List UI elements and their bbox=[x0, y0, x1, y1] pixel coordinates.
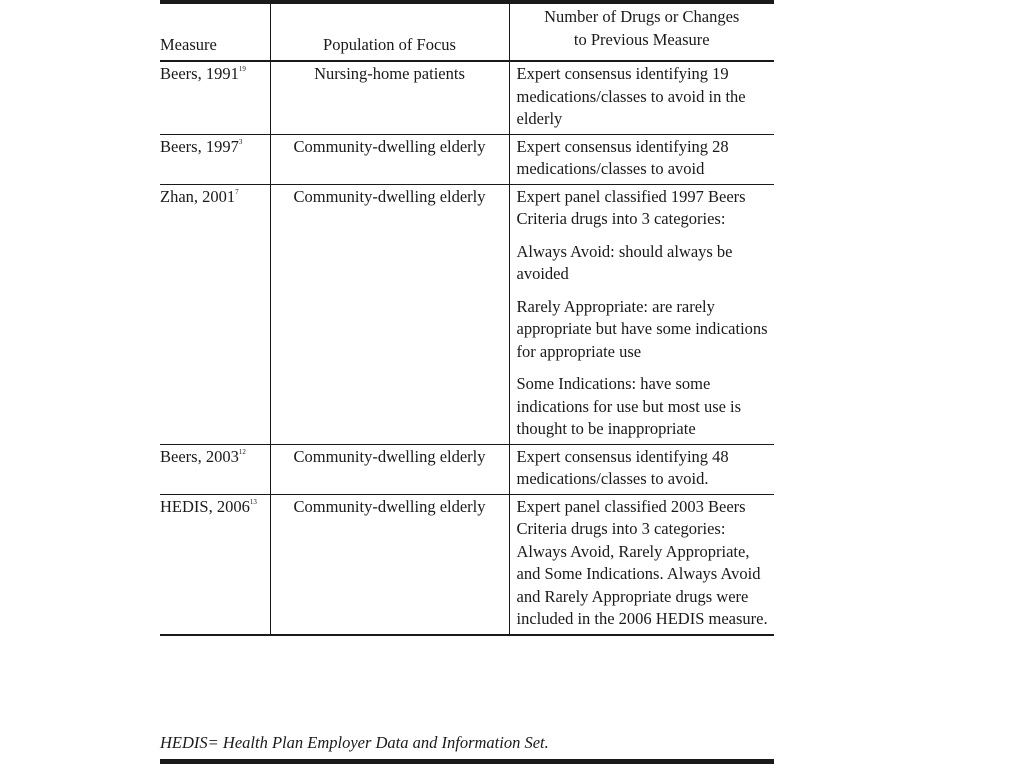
description-paragraph: Expert panel classified 1997 Beers Criteria drugs into 3 categories: bbox=[516, 186, 746, 228]
description-paragraph: Expert consensus identifying 48 medications/classes to avoid. bbox=[516, 446, 729, 488]
measure-cell bbox=[160, 134, 270, 184]
description-paragraph: Rarely Appropriate: are rarely appropriate but have some indications for appropriate use bbox=[516, 296, 768, 361]
measures-table bbox=[160, 4, 774, 636]
description-cell bbox=[509, 444, 774, 494]
header-changes bbox=[509, 4, 774, 61]
reference-number: 12 bbox=[238, 447, 246, 456]
header-measure: Measure bbox=[160, 4, 270, 61]
table-footnote: HEDIS= Health Plan Employer Data and Information Set. bbox=[160, 733, 549, 752]
table-row bbox=[160, 134, 774, 184]
population-cell: Community-dwelling elderly bbox=[270, 184, 509, 444]
description-paragraph: Some Indications: have some indications for use but most use is thought to be inappropriate bbox=[516, 374, 742, 438]
population-cell: Community-dwelling elderly bbox=[270, 134, 509, 184]
measure-name: Beers, 1997 bbox=[160, 136, 239, 156]
measure-name: HEDIS, 2006 bbox=[160, 496, 250, 516]
header-changes-line1: Number of Drugs or Changes bbox=[544, 7, 740, 26]
measure-cell bbox=[160, 444, 270, 494]
table-bottom-rule bbox=[160, 759, 774, 764]
description-cell bbox=[509, 184, 774, 444]
description-paragraph: Always Avoid: should always be avoided bbox=[516, 241, 733, 283]
description-cell bbox=[509, 61, 774, 134]
table-body bbox=[160, 61, 774, 635]
description-paragraph: Expert consensus identifying 28 medications/classes to avoid bbox=[516, 136, 729, 178]
measure-name: Zhan, 2001 bbox=[160, 186, 236, 206]
table-row bbox=[160, 494, 774, 635]
measure-cell bbox=[160, 494, 270, 635]
population-cell: Community-dwelling elderly bbox=[270, 494, 509, 635]
header-changes-line2: to Previous Measure bbox=[573, 29, 710, 49]
measure-cell bbox=[160, 61, 270, 134]
measures-table-page bbox=[160, 0, 774, 768]
reference-number: 3 bbox=[238, 137, 243, 146]
description-cell bbox=[509, 134, 774, 184]
measure-cell bbox=[160, 184, 270, 444]
description-paragraph: Expert panel classified 2003 Beers Criteria drugs into 3 categories: Always Avoid, Rarely Appropriate, and Some Indications. Always Avoid and Rarely Appropriate drugs were included in the 2006 HEDIS measure. bbox=[516, 496, 768, 628]
measure-name: Beers, 1991 bbox=[160, 64, 239, 83]
population-cell: Nursing-home patients bbox=[270, 61, 509, 134]
description-cell bbox=[509, 494, 774, 635]
description-paragraph: Expert consensus identifying 19 medications/classes to avoid in the elderly bbox=[516, 64, 746, 128]
table-row bbox=[160, 444, 774, 494]
table-row bbox=[160, 184, 774, 444]
header-population: Population of Focus bbox=[270, 4, 509, 61]
table-row bbox=[160, 61, 774, 134]
measure-name: Beers, 2003 bbox=[160, 446, 239, 466]
reference-number: 7 bbox=[235, 187, 239, 196]
reference-number: 13 bbox=[249, 497, 257, 506]
table-header-row bbox=[160, 4, 774, 61]
reference-number: 19 bbox=[238, 65, 246, 73]
population-cell: Community-dwelling elderly bbox=[270, 444, 509, 494]
